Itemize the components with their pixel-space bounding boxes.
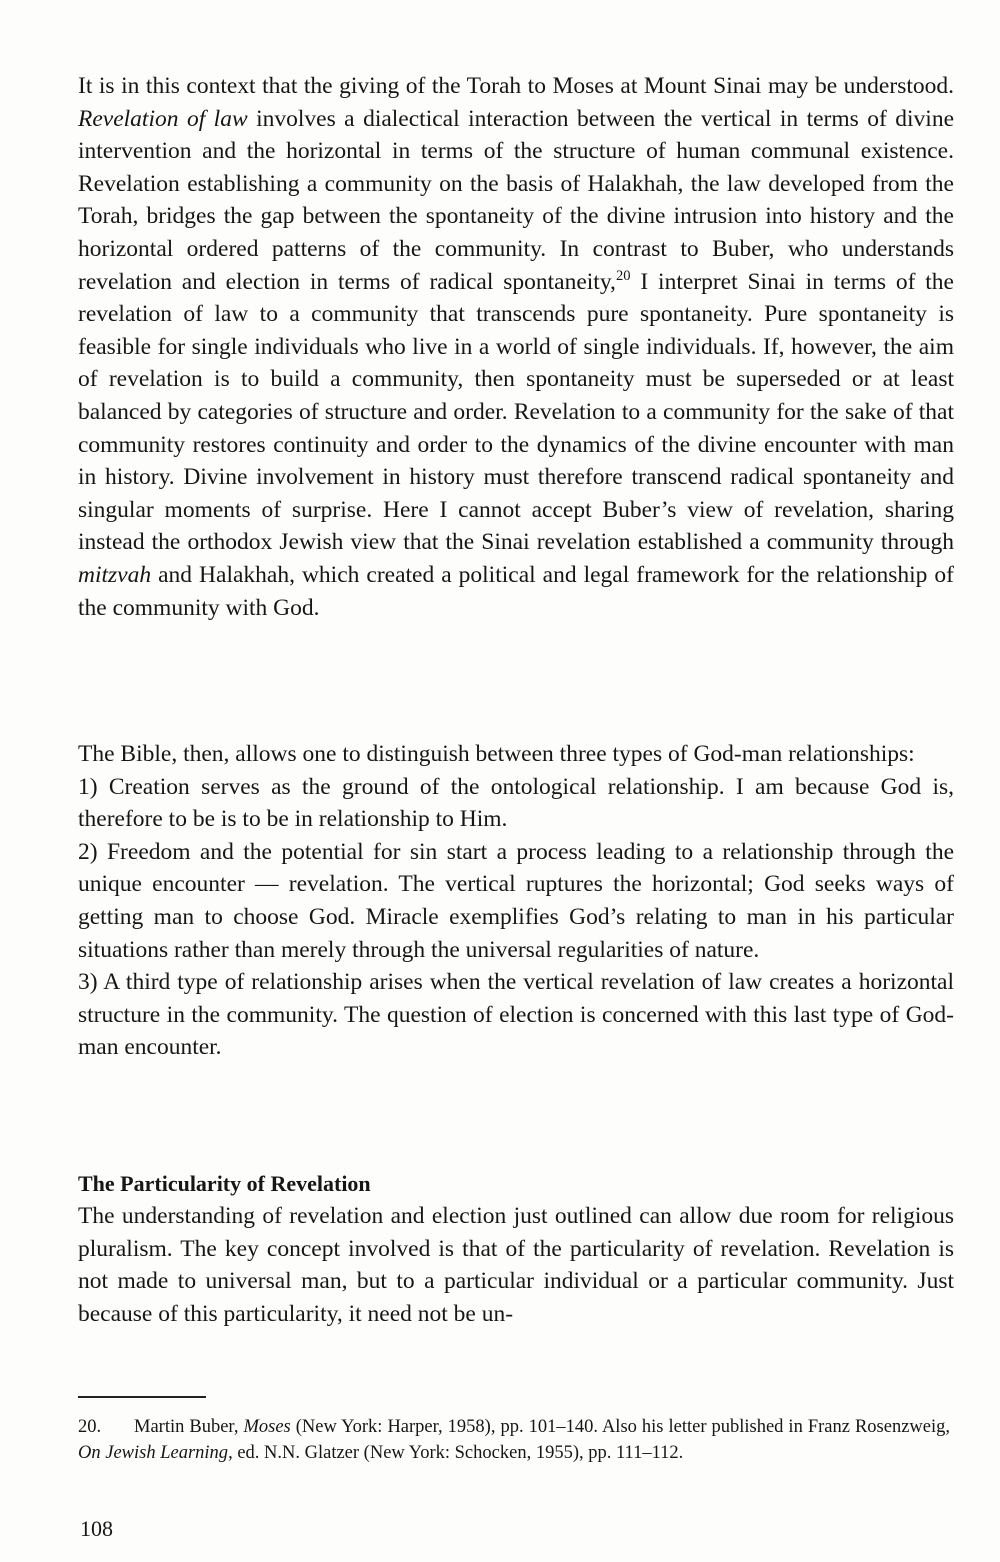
text-run: I interpret Sinai in terms of the revelation of law to a community that transcends pure spontaneity. Pure spontaneity is feasible for single individuals who live in a world of single individuals. If, however, the aim of revelation is to build a community, then spontaneity must be superseded or at least balanced by categories of structure and order. Revelation to a community for the sake of that community restores continuity and order to the dynamics of the divine encounter with man in history. Divine involvement in history must therefore transcend radical spontaneity and singular moments of surprise. Here I cannot accept Buber’s view of revelation, sharing instead the orthodox Jewish view that the Sinai revelation established a community through — [78, 268, 954, 556]
page-number: 108 — [80, 1516, 113, 1541]
relationship-item-1: 1) Creation serves as the ground of the ontological relationship. I am because God is, therefore to be is to be in relationship to Him. — [78, 773, 954, 833]
italic-title-on-jewish-learning: On Jewish Learning — [78, 1443, 229, 1463]
italic-title-moses: Moses — [243, 1417, 291, 1437]
italic-word-mitzvah: mitzvah — [78, 561, 152, 588]
relationship-item-3: 3) A third type of relationship arises when the vertical revelation of law creates a horizontal structure in the community. The question of election is concerned with this last type of God-man encounter. — [78, 969, 954, 1061]
text-run: It is in this context that the giving of the Torah to Moses at Mount Sinai may be understood. — [78, 73, 954, 99]
footnote-20 — [78, 1414, 950, 1466]
text-run: Martin Buber, — [134, 1417, 244, 1437]
text-run: involves a dialectical interaction between the vertical in terms of divine intervention and the horizontal in terms of the structure of human communal existence. Revelation establishing a community on the basis of Halakhah, the law developed from the Torah, bridges the gap between the spontaneity of the divine intrusion into history and the horizontal ordered patterns of the community. In contrast to Buber, who understands revelation and election in terms of radical spontaneity, — [78, 105, 955, 295]
paragraph-text: The understanding of revelation and election just outlined can allow due room for religious pluralism. The key concept involved is that of the particularity of revelation. Revelation is not made to universal man, but to a particular individual or a particular community. Just because of this particularity, it need not be un- — [78, 1203, 954, 1327]
section-heading: The Particularity of Revelation — [78, 1171, 371, 1196]
body-paragraph-3 — [78, 1200, 954, 1330]
footnote-number: 20. — [78, 1417, 102, 1437]
italic-phrase-revelation-of-law: Revelation of law — [78, 105, 248, 132]
relationship-item-2: 2) Freedom and the potential for sin start a process leading to a relationship through the unique encounter — revelation. The vertical ruptures the horizontal; God seeks ways of getting man to choose God. Miracle exemplifies God’s relating to man in his particular situations rather than merely through the universal regularities of nature. — [78, 838, 954, 963]
footnote-reference: 20 — [615, 267, 631, 284]
paragraph-text — [78, 70, 954, 624]
text-run: (New York: Harper, 1958), pp. 101–140. Also his letter published in Franz Rosenzweig, — [290, 1417, 950, 1437]
body-paragraph-2 — [78, 738, 954, 1064]
footnote-divider — [78, 1396, 206, 1398]
body-paragraph-1 — [78, 70, 954, 624]
text-run: and Halakhah, which created a political and legal framework for the relationship of the community with God. — [78, 561, 954, 621]
text-run: , ed. N.N. Glatzer (New York: Schocken, 1955), pp. 111–112. — [228, 1443, 684, 1463]
relationships-intro: The Bible, then, allows one to distinguish between three types of God-man relationships: — [78, 741, 915, 767]
